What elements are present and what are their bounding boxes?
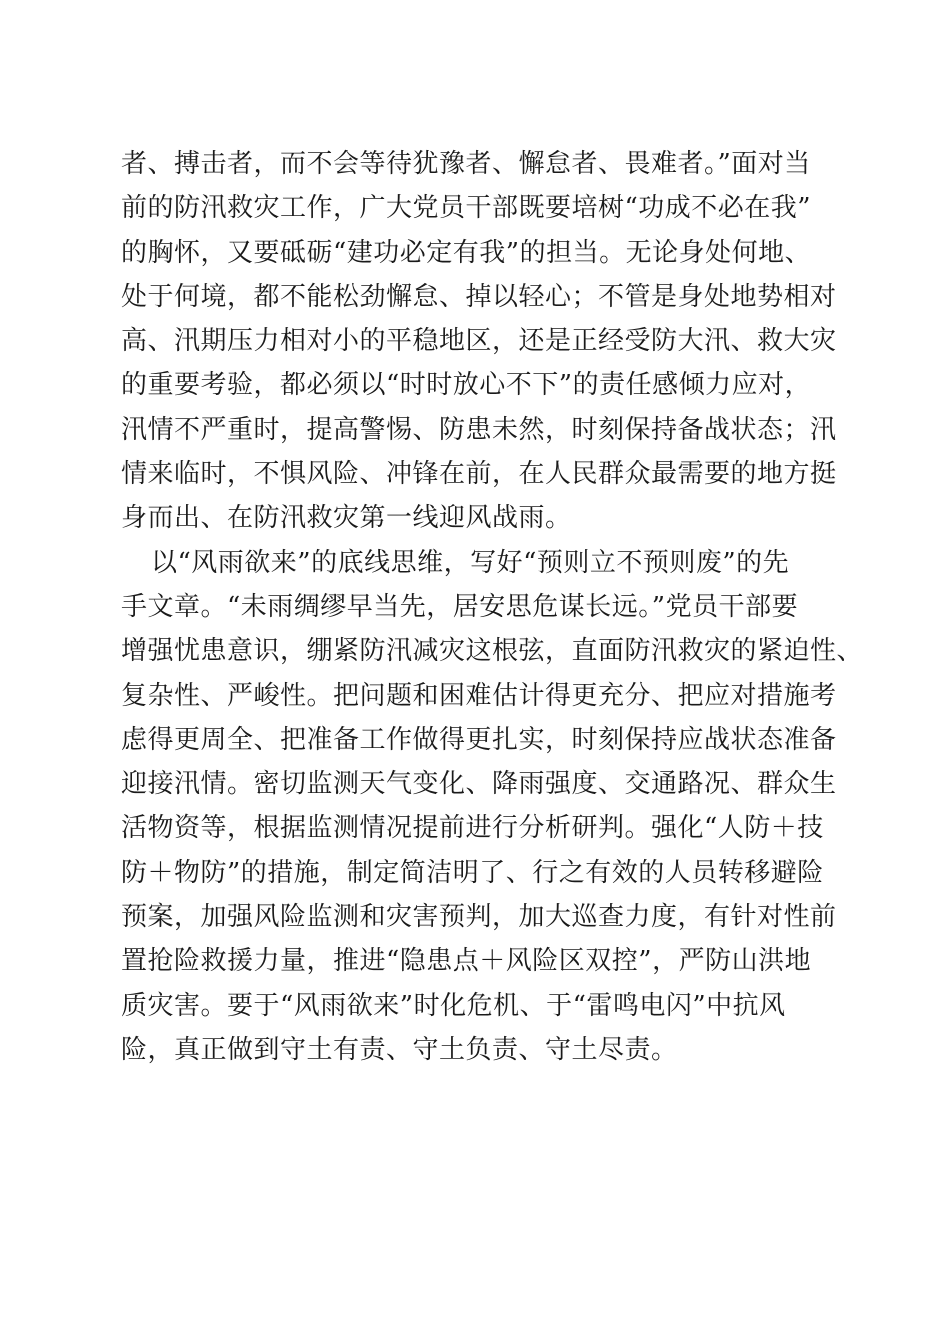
text-line: 前的防汛救灾工作，广大党员干部既要培树“功成不必在我” <box>121 193 812 224</box>
text-line: 处于何境，都不能松劲懈怠、掉以轻心；不管是身处地势相对 <box>121 281 837 312</box>
text-line: 增强忧患意识，绷紧防汛减灾这根弦，直面防汛救灾的紧迫性、 <box>121 636 864 667</box>
text-line: 的胸怀，又要砥砺“建功必定有我”的担当。无论身处何地、 <box>121 237 812 268</box>
text-line: 的重要考验，都必须以“时时放心不下”的责任感倾力应对， <box>121 370 812 401</box>
text-line: 预案，加强风险监测和灾害预判，加大巡查力度，有针对性前 <box>121 902 837 933</box>
text-line: 手文章。“未雨绸缪早当先，居安思危谋长远。”党员干部要 <box>121 591 799 622</box>
text-line: 险，真正做到守土有责、守土负责、守土尽责。 <box>121 1034 678 1065</box>
text-line: 汛情不严重时，提高警惕、防患未然，时刻保持备战状态；汛 <box>121 414 837 445</box>
text-line: 身而出、在防汛救灾第一线迎风战雨。 <box>121 503 572 534</box>
text-line: 防＋物防”的措施，制定简洁明了、行之有效的人员转移避险 <box>121 857 824 888</box>
text-line: 情来临时，不惧风险、冲锋在前，在人民群众最需要的地方挺 <box>121 459 837 490</box>
text-line: 者、搏击者，而不会等待犹豫者、懈怠者、畏难者。”面对当 <box>121 149 811 179</box>
text-line: 虑得更周全、把准备工作做得更扎实，时刻保持应战状态准备 <box>121 724 837 755</box>
text-line: 高、汛期压力相对小的平稳地区，还是正经受防大汛、救大灾 <box>121 326 837 357</box>
text-line: 迎接汛情。密切监测天气变化、降雨强度、交通路况、群众生 <box>121 769 837 800</box>
body-text <box>121 142 864 1072</box>
text-line: 置抢险救援力量，推进“隐患点＋风险区双控”，严防山洪地 <box>121 946 812 977</box>
text-line: 质灾害。要于“风雨欲来”时化危机、于“雷鸣电闪”中抗风 <box>121 990 786 1021</box>
paragraph-start-line: 以“风雨欲来”的底线思维，写好“预则立不预则废”的先 <box>151 547 790 578</box>
text-line: 复杂性、严峻性。把问题和困难估计得更充分、把应对措施考 <box>121 680 837 711</box>
text-line: 活物资等，根据监测情况提前进行分析研判。强化“人防＋技 <box>121 813 824 844</box>
